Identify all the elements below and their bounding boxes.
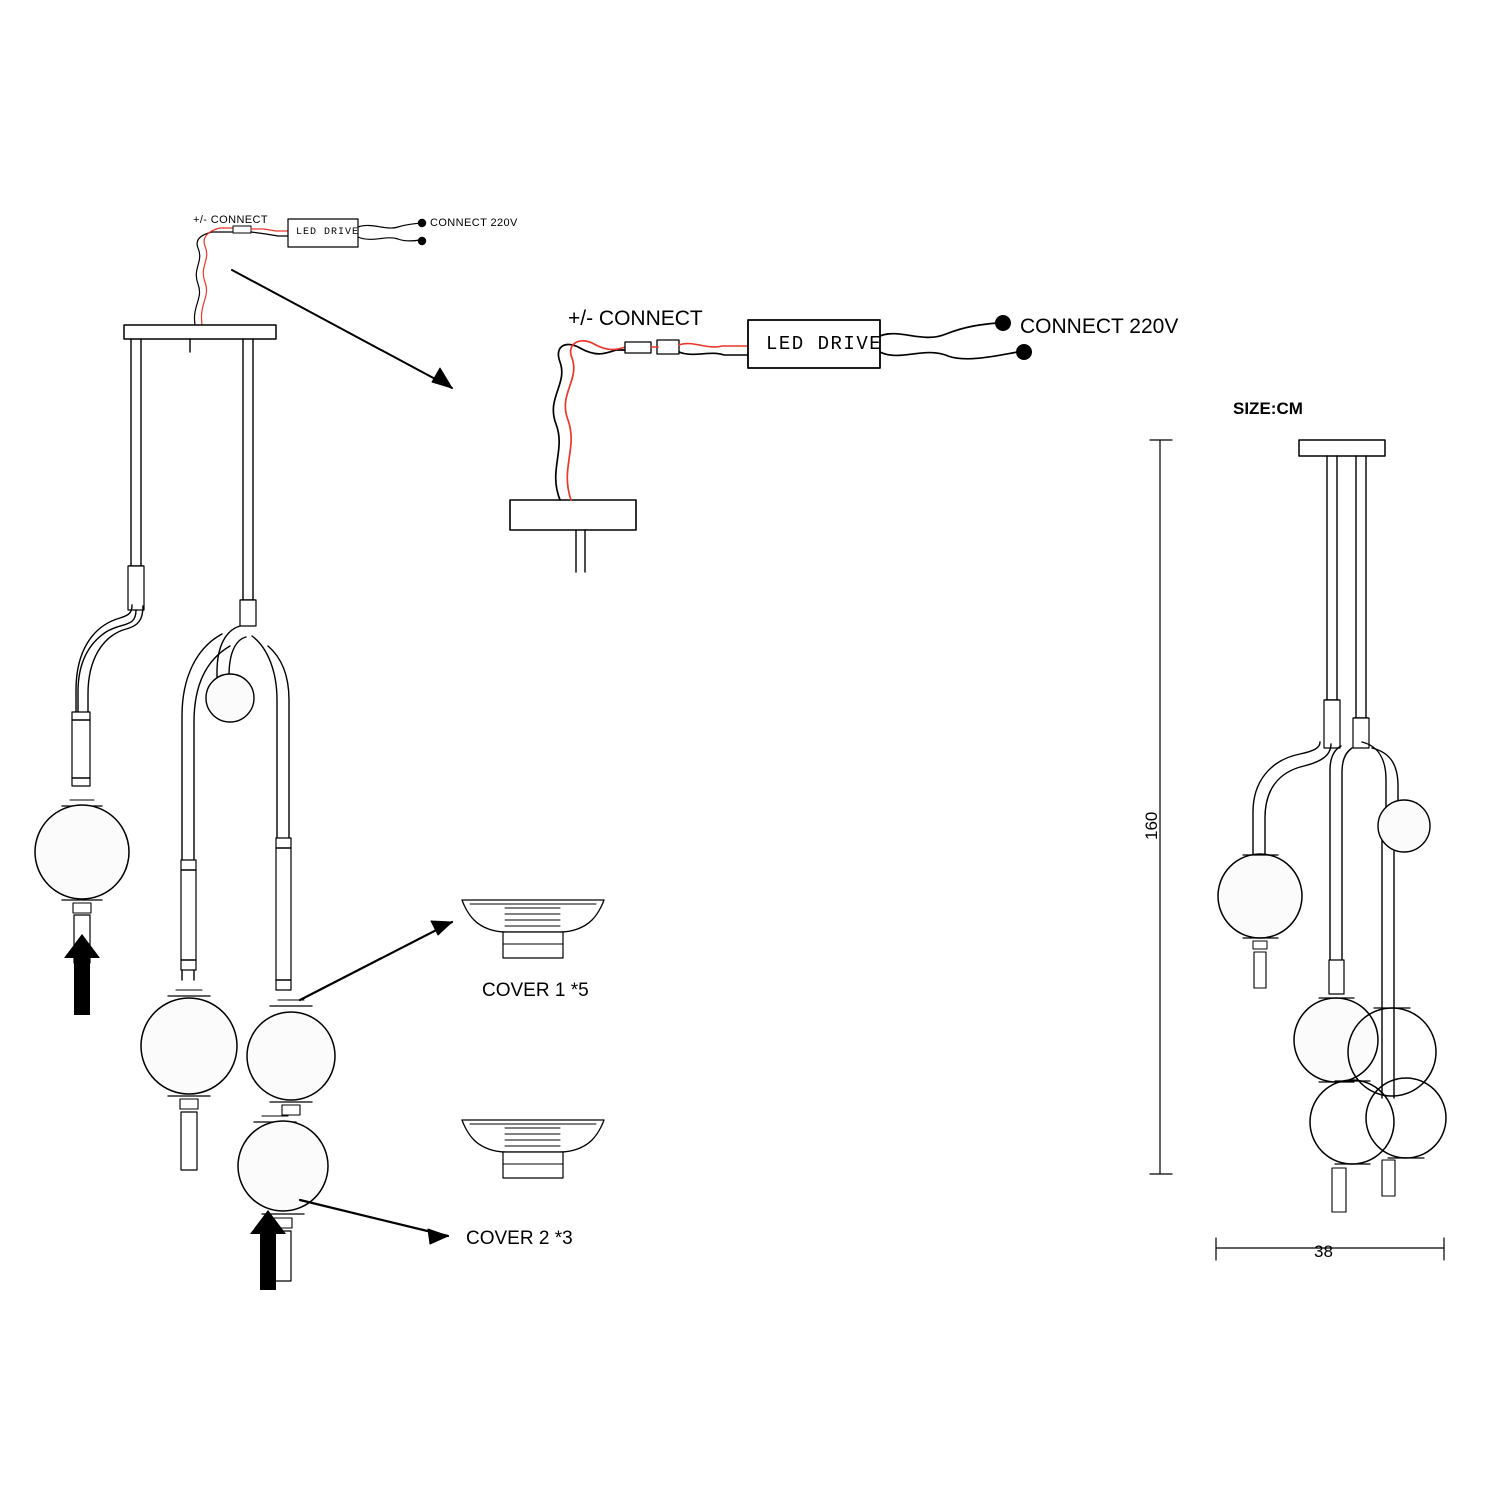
cover-1-part	[462, 900, 604, 958]
dimension-height	[1150, 440, 1172, 1174]
thumbnail-mains-label: CONNECT 220V	[430, 217, 518, 229]
thumbnail-led-drive-label: LED DRIVE	[296, 227, 360, 238]
cover-2-part	[462, 1120, 604, 1178]
main-fixture-elevation	[35, 325, 335, 1281]
assembly-direction-arrows	[64, 934, 286, 1290]
detail-connect-label: +/- CONNECT	[568, 307, 703, 330]
detail-led-drive-label: LED DRIVE	[766, 333, 883, 355]
thumbnail-connect-label: +/- CONNECT	[193, 214, 268, 226]
globe-lower-right	[247, 1000, 335, 1115]
cover-1-label: COVER 1 *5	[482, 980, 589, 1001]
height-dimension-label: 160	[1142, 811, 1161, 840]
detail-mains-label: CONNECT 220V	[1020, 315, 1179, 338]
width-dimension-label: 38	[1314, 1242, 1333, 1261]
globe-bottom-center	[238, 1116, 328, 1281]
callout-arrow-cover-2	[300, 1200, 448, 1244]
dimensioned-elevation	[1218, 440, 1446, 1212]
callout-arrow-cover-1	[300, 921, 452, 1000]
globe-lower-left	[141, 990, 237, 1170]
size-units-label: SIZE:CM	[1233, 399, 1303, 418]
cover-2-label: COVER 2 *3	[466, 1228, 573, 1249]
